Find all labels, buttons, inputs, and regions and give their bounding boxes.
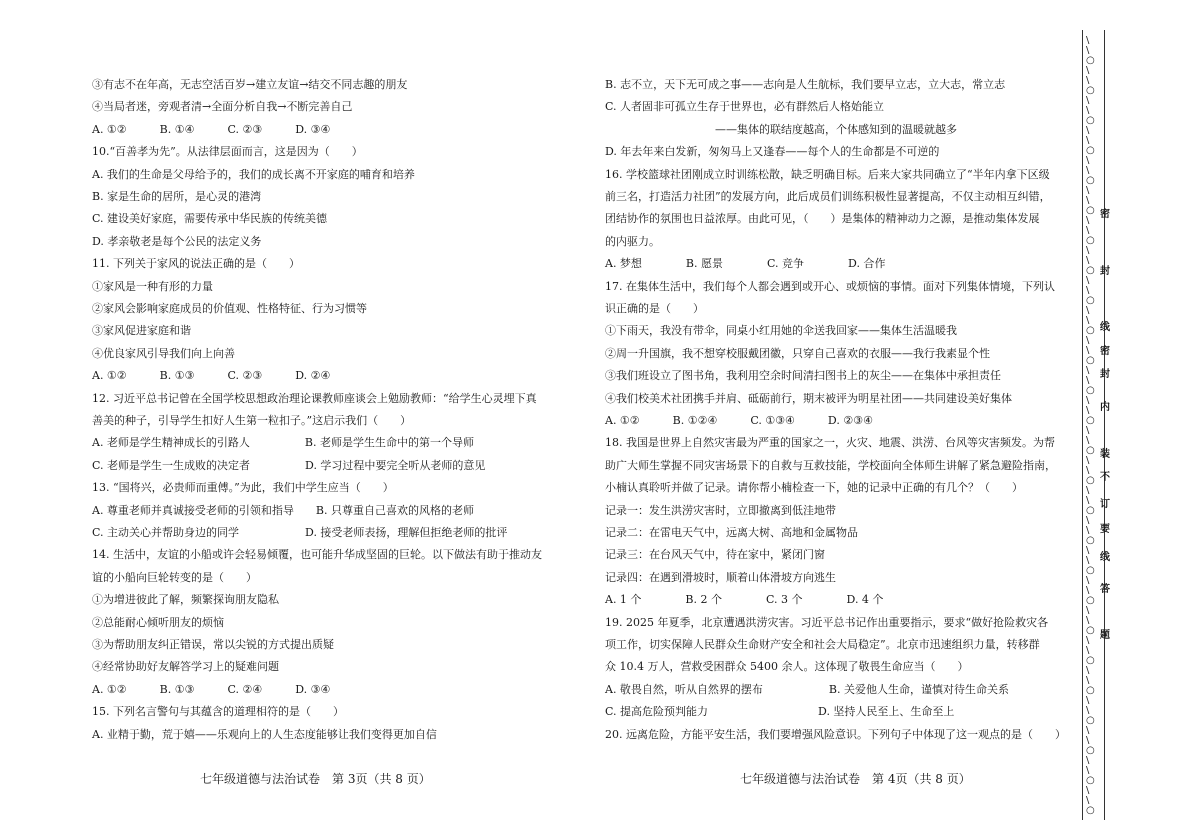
question-line: 前三名，打造活力社团”的发展方向，此后成员们训练积极性显著提高，不仅主动相互纠错，: [605, 190, 1051, 203]
question-line: A. 老师是学生精神成长的引路人 B. 老师是学生生命中的第一个导师: [92, 436, 475, 450]
question-line: 记录四：在遇到滑坡时，顺着山体滑坡方向逃生: [605, 570, 836, 584]
question-line: ③家风促进家庭和谐: [92, 324, 191, 338]
question-line: ①下雨天，我没有带伞，同桌小红用她的伞送我回家——集体生活温暖我: [605, 324, 957, 338]
question-line: 11. 下列关于家风的说法正确的是（ ）: [92, 257, 300, 271]
question-line: 众 10.4 万人，营救受困群众 5400 余人。这体现了敬畏生命应当（ ）: [605, 660, 969, 674]
question-line: A. 尊重老师并真诚接受老师的引领和指导 B. 只尊重自己喜欢的风格的老师: [92, 503, 475, 517]
question-line: A. 梦想 B. 愿景 C. 竞争 D. 合作: [605, 257, 886, 271]
question-line: 10.“百善孝为先”。从法律层面而言，这是因为（ ）: [92, 145, 363, 159]
question-line: 15. 下列名言警句与其蕴含的道理相符的是（ ）: [92, 705, 344, 719]
question-line: 记录一：发生洪涝灾害时，立即撤离到低洼地带: [605, 503, 836, 517]
binding-margin: [1080, 30, 1126, 820]
question-line: 记录三：在台风天气中，待在家中，紧闭门窗: [605, 548, 825, 562]
binding-char: 装: [1100, 449, 1110, 460]
page-footer-left: 七年级道德与法治试卷 第 3页（共 8 页）: [200, 772, 431, 786]
question-line: A. 我们的生命是父母给予的，我们的成长离不开家庭的哺育和培养: [92, 167, 415, 181]
question-line: 善美的种子，引导学生扣好人生第一粒扣子。”这启示我们（ ）: [92, 414, 412, 427]
question-line: ②周一升国旗，我不想穿校服戴团徽，只穿自己喜欢的衣服——我行我素显个性: [605, 346, 990, 360]
question-line: ④当局者迷，旁观者清→全面分析自我→不断完善自己: [92, 100, 353, 114]
question-line: ①家风是一种有形的力量: [92, 279, 213, 293]
question-line: A. 敬畏自然，听从自然界的摆布 B. 关爱他人生命，谨慎对待生命关系: [605, 682, 1010, 696]
question-line: 记录二：在雷电天气中，远离大树、高地和金属物品: [605, 526, 858, 539]
binding-char: 答: [1100, 584, 1110, 595]
question-line: 团结协作的氛围也日益浓厚。由此可见，（ ）是集体的精神动力之源，是推动集体发展: [605, 212, 1040, 226]
question-line: A. 业精于勤，荒于嬉——乐观向上的人生态度能够让我们变得更加自信: [92, 727, 437, 741]
question-line: ②家风会影响家庭成员的价值观、性格特征、行为习惯等: [92, 302, 367, 315]
question-line: 13. “国将兴，必贵师而重傅。”为此，我们中学生应当（ ）: [92, 481, 394, 495]
question-line: ④经常协助好友解答学习上的疑难问题: [92, 660, 279, 674]
binding-char: 封: [1100, 369, 1110, 380]
question-line: A. ①② B. ①④ C. ②③ D. ③④: [92, 122, 331, 136]
question-line: D. 孝亲敬老是每个公民的法定义务: [92, 234, 262, 248]
question-line: C. 主动关心并帮助身边的同学 D. 接受老师表扬，理解但拒绝老师的批评: [92, 526, 508, 539]
question-line: A. ①② B. ①③ C. ②④ D. ③④: [92, 682, 331, 696]
question-line: 识正确的是（ ）: [605, 302, 704, 315]
question-line: A. ①② B. ①②④ C. ①③④ D. ②③④: [605, 414, 873, 427]
question-line: 12. 习近平总书记曾在全国学校思想政治理论课教师座谈会上勉励教师：“给学生心灵埋下真: [92, 391, 537, 405]
question-line: B. 志不立，天下无可成之事——志向是人生航标，我们要早立志，立大志，常立志: [605, 78, 1006, 91]
question-line: 项工作，切实保障人民群众生命财产安全和社会大局稳定”。北京市迅速组织力量，转移群: [605, 638, 1040, 651]
question-line: 小楠认真聆听并做了记录。请你帮小楠检查一下，她的记录中正确的有几个？（ ）: [605, 481, 1023, 495]
binding-dash-pattern: \ \ ○ \ \ ○ \ \ ○ \ \ ○ \ \ ○ \ \ ○ \ \ ○ \ \ ○ \ \ ○ \ \ ○ \ \ ○ \ \ ○ \ \ ○ \ \ ○ \ \ ○ \ \ ○ \ \ ○ \ \ ○ \ \ ○ \ \ ○ \ \ ○ \ \ ○ \ \ ○ \ \ ○ \ \ ○ \ \ ○: [1086, 35, 1095, 816]
question-line: C. 人者固非可孤立生存于世界也，必有群然后人格始能立: [605, 100, 885, 114]
binding-line-left: [1082, 30, 1083, 820]
binding-char: 线: [1100, 322, 1110, 333]
question-line: ①为增进彼此了解，频繁探询朋友隐私: [92, 593, 279, 607]
page-footer-right: 七年级道德与法治试卷 第 4页（共 8 页）: [740, 772, 971, 786]
question-line: ④我们校美术社团携手并肩、砥砺前行，期末被评为明星社团——共同建设美好集体: [605, 391, 1012, 405]
binding-char: 密: [1100, 209, 1110, 220]
question-line: A. 1 个 B. 2 个 C. 3 个 D. 4 个: [605, 593, 884, 607]
binding-char: 不: [1100, 472, 1110, 483]
binding-char: 题: [1100, 630, 1110, 641]
question-line: 19. 2025 年夏季，北京遭遇洪涝灾害。习近平总书记作出重要指示，要求“做好抢险救灾各: [605, 615, 1049, 629]
question-line: 助广大师生掌握不同灾害场景下的自救与互救技能，学校面向全体师生讲解了紧急避险指南，: [605, 458, 1056, 472]
question-line: D. 年去年来白发新，匆匆马上又逢春——每个人的生命都是不可逆的: [605, 145, 940, 159]
binding-char: 要: [1100, 524, 1110, 535]
question-line: 17. 在集体生活中，我们每个人都会遇到或开心、或烦恼的事情。面对下列集体情境，下列认: [605, 279, 1055, 293]
binding-char: 密: [1100, 346, 1110, 357]
binding-char: 订: [1100, 499, 1110, 510]
binding-char: 封: [1100, 266, 1110, 277]
question-line: 14. 生活中，友谊的小船或许会轻易倾覆，也可能升华成坚固的巨轮。以下做法有助于推动友: [92, 548, 542, 562]
question-line: C. 提高危险预判能力 D. 坚持人民至上、生命至上: [605, 705, 955, 719]
question-line: C. 建设美好家庭，需要传承中华民族的传统美德: [92, 212, 328, 226]
question-line: ④优良家风引导我们向上向善: [92, 346, 235, 360]
question-line: ③为帮助朋友纠正错误，常以尖锐的方式提出质疑: [92, 638, 334, 651]
question-line: B. 家是生命的居所，是心灵的港湾: [92, 190, 262, 203]
question-line: 16. 学校篮球社团刚成立时训练松散，缺乏明确目标。后来大家共同确立了“半年内拿下区级: [605, 167, 1050, 181]
question-line: 的内驱力。: [605, 234, 660, 248]
binding-line-right: [1104, 30, 1105, 820]
binding-char: 内: [1100, 402, 1110, 413]
question-line: ③我们班设立了图书角，我利用空余时间清扫图书上的灰尘——在集体中承担责任: [605, 369, 1001, 383]
question-line: 18. 我国是世界上自然灾害最为严重的国家之一，火灾、地震、洪涝、台风等灾害频发。为帮: [605, 436, 1055, 450]
question-line: ②总能耐心倾听朋友的烦恼: [92, 615, 224, 629]
question-line: C. 老师是学生一生成败的决定者 D. 学习过程中要完全听从老师的意见: [92, 458, 486, 472]
question-line: 谊的小船向巨轮转变的是（ ）: [92, 570, 257, 584]
question-line: ③有志不在年高，无志空活百岁→建立友谊→结交不同志趣的朋友: [92, 78, 408, 91]
question-line: A. ①② B. ①③ C. ②③ D. ②④: [92, 369, 331, 383]
question-line: ——集体的联结度越高，个体感知到的温暖就越多: [605, 122, 957, 136]
binding-char: 线: [1100, 552, 1110, 563]
question-line: 20. 远离危险，方能平安生活，我们要增强风险意识。下列句子中体现了这一观点的是（ ）: [605, 727, 1066, 741]
